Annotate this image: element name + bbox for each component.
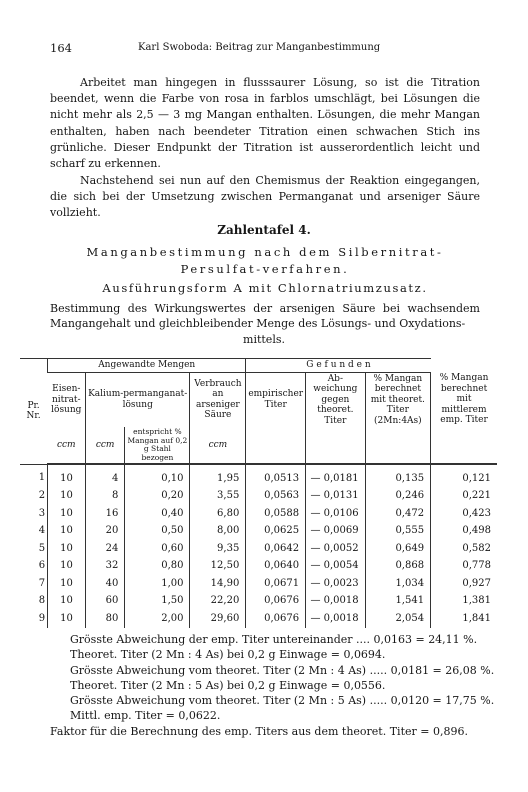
table-cell: 0,135 xyxy=(365,464,430,488)
table-cell: 1,381 xyxy=(431,593,497,611)
table-cell: 10 xyxy=(48,575,86,593)
table-cell: 0,0671 xyxy=(246,575,306,593)
table-cell: 0,121 xyxy=(431,464,497,488)
unit-eisen: ccm xyxy=(48,427,86,464)
table-cell: 10 xyxy=(48,593,86,611)
header-entspricht: entspricht % Mangan auf 0,2 g Stahl bezogen xyxy=(125,427,190,464)
header-abweichung: Ab-weichung gegen theoret. Titer xyxy=(306,372,366,427)
table-cell: 10 xyxy=(48,505,86,523)
table-cell: 9,35 xyxy=(190,540,246,558)
table-cell: 0,0642 xyxy=(246,540,306,558)
table-cell: 0,40 xyxy=(125,505,190,523)
header-angewandte-mengen: Angewandte Mengen xyxy=(48,359,246,373)
table-cell: 0,778 xyxy=(431,558,497,576)
table-cell: — 0,0181 xyxy=(306,464,366,488)
table-cell: 2,054 xyxy=(365,610,430,628)
table-cell: 10 xyxy=(48,558,86,576)
table-cell: 80 xyxy=(85,610,124,628)
table-cell: 4 xyxy=(38,525,46,536)
table-row xyxy=(20,505,497,523)
table-cell: 0,0513 xyxy=(246,464,306,488)
table-row xyxy=(20,464,497,488)
note-line: Faktor für die Berechnung des emp. Titers aus dem theoret. Titer = 0,896. xyxy=(50,724,468,738)
table-cell: — 0,0023 xyxy=(306,575,366,593)
table-cell: — 0,0131 xyxy=(306,488,366,506)
header-empirischer-titer: empirischer Titer xyxy=(246,372,306,427)
table-cell: 0,0676 xyxy=(246,593,306,611)
table-cell: 0,0640 xyxy=(246,558,306,576)
table-cell: — 0,0018 xyxy=(306,610,366,628)
running-title: Karl Swoboda: Beitrag zur Manganbestimmung xyxy=(138,42,381,53)
table-cell: — 0,0106 xyxy=(306,505,366,523)
table-cell: 4 xyxy=(85,464,124,488)
table-subtitle-method: Manganbestimmung nach dem Silbernitrat-Persulfat-verfahren. xyxy=(86,245,444,276)
table-cell: 8 xyxy=(85,488,124,506)
table-row xyxy=(20,575,497,593)
table-cell: 20 xyxy=(85,523,124,541)
table-cell: 1,034 xyxy=(365,575,430,593)
table-cell: 0,60 xyxy=(125,540,190,558)
table-cell: 3 xyxy=(38,507,46,519)
table-cell: 0,246 xyxy=(365,488,430,506)
table-cell: 0,498 xyxy=(431,523,497,541)
data-table xyxy=(20,358,497,628)
table-cell: 10 xyxy=(48,523,86,541)
table-cell: 0,20 xyxy=(125,488,190,506)
paragraph-titration-end: Arbeitet man hingegen in flusssaurer Lösung, so ist die Titration beendet, wenn die Farbe von rosa in farblos umschlägt, bei Lösungen die nicht mehr als 2,5 — 3 mg Mangan enthalten. Lösungen, die mehr Mangan enthalten, haben nach beendeter Titration einen schwachen Stich ins grünliche. Dieser Endpunkt der Titration ist ausserordentlich leicht und scharf zu erkennen. xyxy=(50,76,480,171)
table-cell: — 0,0052 xyxy=(306,540,366,558)
header-eisennitrat: Eisen-nitrat-lösung xyxy=(51,384,82,415)
table-cell: 0,50 xyxy=(125,523,190,541)
table-subtitle-variant: Ausführungsform A mit Chlornatriumzusatz. xyxy=(102,281,428,295)
table-cell: 32 xyxy=(85,558,124,576)
table-cell: 2,00 xyxy=(125,610,190,628)
table-description-end: mittels. xyxy=(243,333,285,346)
table-cell: 14,90 xyxy=(190,575,246,593)
table-cell: 0,472 xyxy=(365,505,430,523)
header-mangan-emp: % Mangan berechnet mit mittlerem emp. Titer xyxy=(431,372,497,427)
table-cell: 6,80 xyxy=(190,505,246,523)
table-row xyxy=(20,558,497,576)
table-cell: 16 xyxy=(85,505,124,523)
header-mangan-theor: % Mangan berechnet mit theoret. Titer (2Mn:4As) xyxy=(365,372,430,427)
header-pr-nr: Pr. Nr. xyxy=(20,359,48,465)
note-line: Grösste Abweichung vom theoret. Titer (2 Mn : 5 As) ..... 0,0120 = 17,75 %. xyxy=(70,694,495,708)
table-cell: 0,80 xyxy=(125,558,190,576)
table-cell: 10 xyxy=(48,540,86,558)
page-number: 164 xyxy=(50,41,72,55)
note-line: Grösste Abweichung vom theoret. Titer (2 Mn : 4 As) ..... 0,0181 = 26,08 %. xyxy=(70,663,495,677)
table-row xyxy=(20,610,497,628)
table-cell: 5 xyxy=(38,542,46,554)
table-cell: 8,00 xyxy=(190,523,246,541)
note-line: Grösste Abweichung der emp. Titer untereinander .... 0,0163 = 24,11 %. xyxy=(70,633,478,646)
table-cell: 10 xyxy=(48,464,86,488)
table-description: Bestimmung des Wirkungswertes der arsenigen Säure bei wachsendem Mangangehalt und gleichbleibender Menge des Lösungs- und Oxydations- xyxy=(50,302,480,330)
header-verbrauch: Verbrauch an arseniger Säure xyxy=(190,372,246,427)
table-cell: 1 xyxy=(38,472,46,484)
notes-block xyxy=(50,632,500,739)
table-cell: 1,00 xyxy=(125,575,190,593)
table-cell: 0,0563 xyxy=(246,488,306,506)
table-cell: 1,50 xyxy=(125,593,190,611)
table-cell: — 0,0054 xyxy=(306,558,366,576)
table-cell: 2 xyxy=(38,490,46,501)
table-cell: 0,10 xyxy=(125,464,190,488)
table-cell: 1,95 xyxy=(190,464,246,488)
table-cell: — 0,0018 xyxy=(306,593,366,611)
table-cell: — 0,0069 xyxy=(306,523,366,541)
table-cell: 12,50 xyxy=(190,558,246,576)
table-cell: 0,555 xyxy=(365,523,430,541)
header-gefunden: G e f u n d e n xyxy=(246,359,431,373)
table-row xyxy=(20,593,497,611)
table-cell: 10 xyxy=(48,610,86,628)
page-header xyxy=(50,41,480,57)
table-cell: 0,0625 xyxy=(246,523,306,541)
table-cell: 7 xyxy=(38,577,46,589)
table-cell: 10 xyxy=(48,488,86,506)
table-cell: 6 xyxy=(38,560,46,571)
table-cell: 40 xyxy=(85,575,124,593)
table-cell: 24 xyxy=(85,540,124,558)
table-cell: 1,841 xyxy=(431,610,497,628)
table-row xyxy=(20,540,497,558)
table-cell: 0,927 xyxy=(431,575,497,593)
table-cell: 1,541 xyxy=(365,593,430,611)
table-cell: 3,55 xyxy=(190,488,246,506)
note-line: Mittl. emp. Titer = 0,0622. xyxy=(70,709,221,723)
table-cell: 0,0676 xyxy=(246,610,306,628)
note-line: Theoret. Titer (2 Mn : 5 As) bei 0,2 g Einwage = 0,0556. xyxy=(70,678,386,692)
table-cell: 8 xyxy=(38,595,46,606)
table-cell: 0,423 xyxy=(431,505,497,523)
table-cell: 60 xyxy=(85,593,124,611)
table-cell: 0,582 xyxy=(431,540,497,558)
unit-verbrauch: ccm xyxy=(190,427,246,464)
table-cell: 0,868 xyxy=(365,558,430,576)
paragraph-chemismus: Nachstehend sei nun auf den Chemismus der Reaktion eingegangen, die sich bei der Umsetzung zwischen Permanganat und arseniger Säure vollzieht. xyxy=(50,174,480,220)
table-cell: 0,0588 xyxy=(246,505,306,523)
table-title: Zahlentafel 4. xyxy=(217,223,311,237)
table-row xyxy=(20,523,497,541)
table-cell: 0,221 xyxy=(431,488,497,506)
table-cell: 0,649 xyxy=(365,540,430,558)
unit-kalium: ccm xyxy=(85,427,124,464)
table-cell: 22,20 xyxy=(190,593,246,611)
table-cell: 9 xyxy=(38,612,46,624)
table-row xyxy=(20,488,497,506)
table-cell: 29,60 xyxy=(190,610,246,628)
note-line: Theoret. Titer (2 Mn : 4 As) bei 0,2 g Einwage = 0,0694. xyxy=(70,648,386,662)
header-kaliumpermanganat: Kalium-permanganat-lösung xyxy=(85,372,190,427)
